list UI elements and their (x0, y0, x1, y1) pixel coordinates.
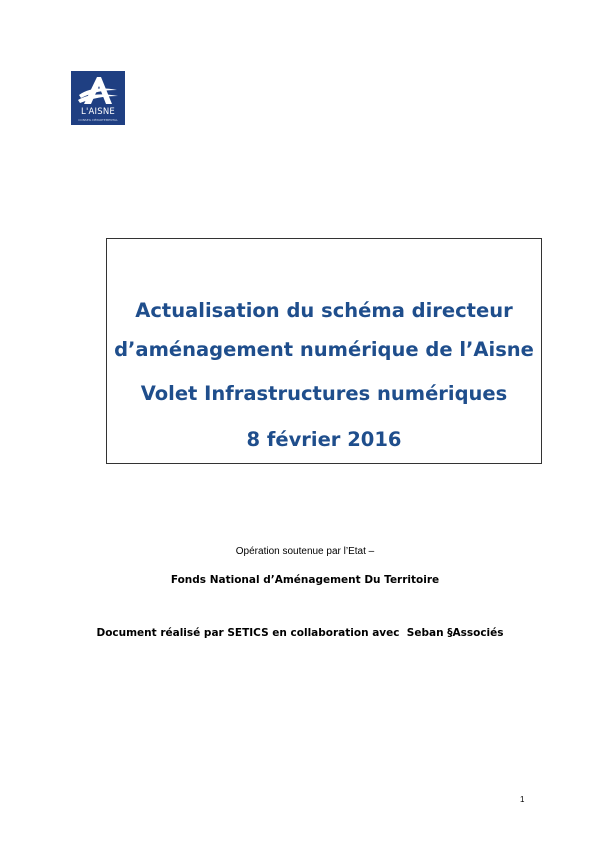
support-statement: Opération soutenue par l’Etat – (235, 546, 375, 557)
aisne-logo (71, 71, 125, 125)
title-box (106, 238, 542, 464)
title-line-2: d’aménagement numérique de l’Aisne (114, 338, 534, 361)
logo-name: L'AISNE (81, 107, 115, 117)
author-statement: Document réalisé par SETICS en collaboration avec Seban §Associés (96, 627, 504, 639)
title-line-1: Actualisation du schéma directeur (135, 299, 513, 322)
page-number: 1 (520, 795, 525, 804)
subtitle-line: Volet Infrastructures numériques (140, 382, 508, 405)
logo-subtitle: CONSEIL DÉPARTEMENTAL (78, 118, 118, 122)
fund-name: Fonds National d’Aménagement Du Territoire (170, 574, 440, 586)
date-line: 8 février 2016 (246, 428, 402, 451)
